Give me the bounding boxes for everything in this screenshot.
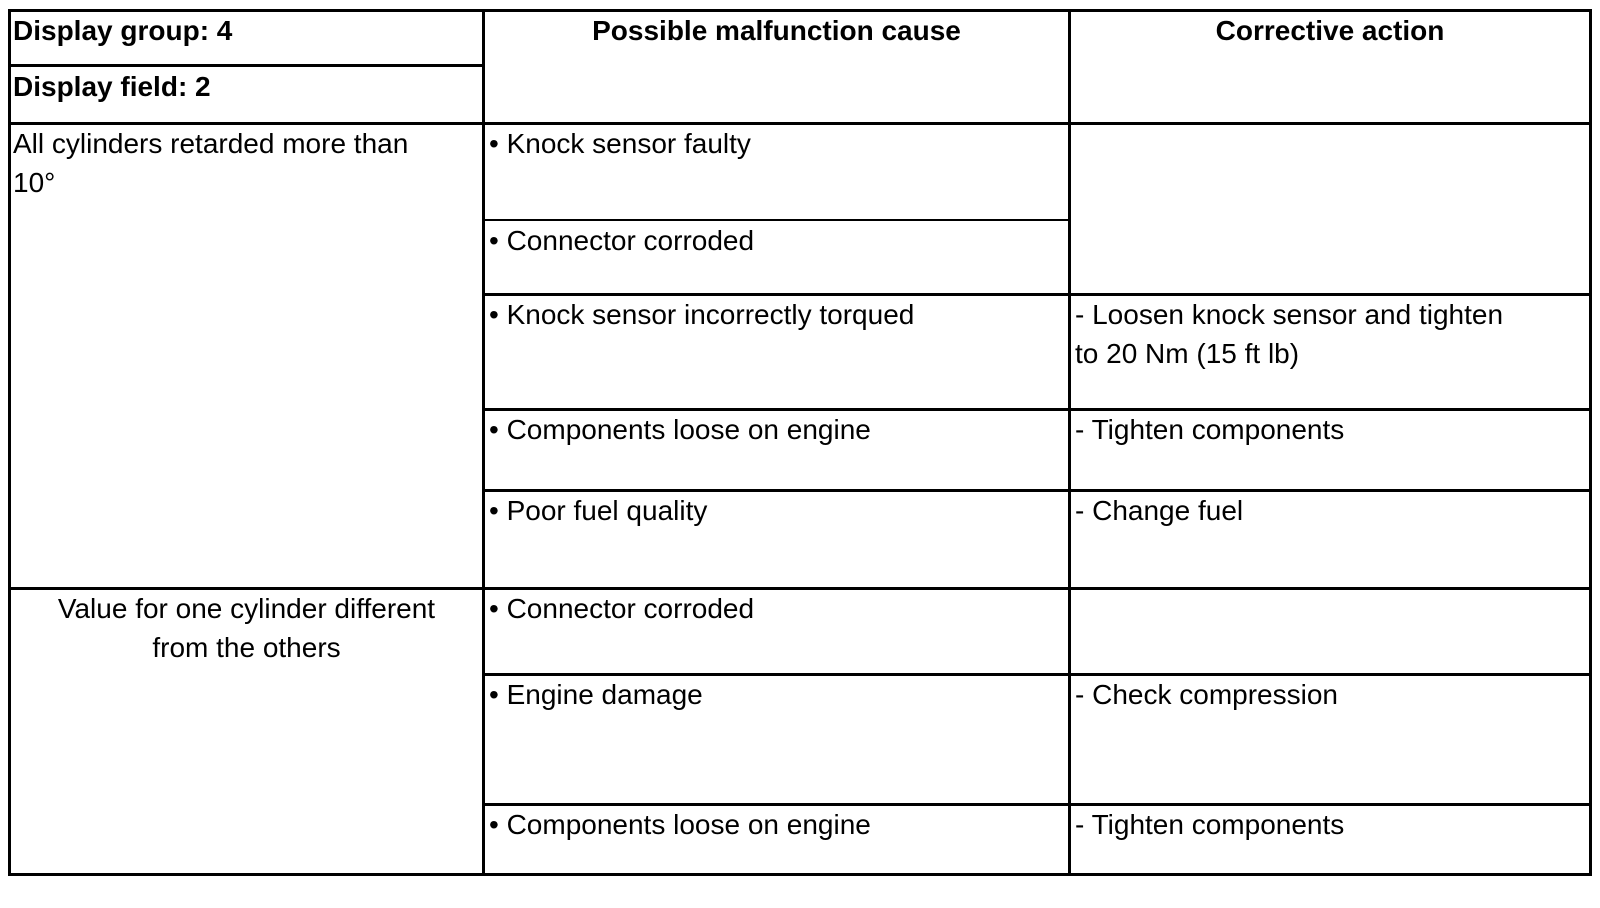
table-border-bottom — [8, 873, 1592, 876]
cause-cell: • Components loose on engine — [489, 414, 871, 445]
cause-cell: • Knock sensor faulty — [489, 128, 751, 159]
cause-column-heading: Possible malfunction cause — [592, 15, 961, 46]
column-divider-condition — [482, 9, 485, 876]
action-cell-line-2: to 20 Nm (15 ft lb) — [1075, 338, 1300, 369]
table-border-left — [8, 9, 11, 876]
cause-cell: • Components loose on engine — [489, 809, 871, 840]
condition-2-line-2: from the others — [152, 632, 341, 663]
condition-1-line-2: 10° — [13, 167, 56, 198]
cause-cell: • Poor fuel quality — [489, 495, 708, 526]
condition-2-line-1: Value for one cylinder different — [57, 593, 436, 624]
cause-cell: • Connector corroded — [489, 593, 755, 624]
cause-cell: • Knock sensor incorrectly torqued — [489, 299, 915, 330]
action-cell: - Tighten components — [1075, 809, 1345, 840]
action-cell-line-1: - Loosen knock sensor and tighten — [1075, 299, 1504, 330]
column-divider-cause — [1068, 9, 1071, 876]
action-cell: - Tighten components — [1075, 414, 1345, 445]
condition-1-line-1: All cylinders retarded more than — [13, 128, 409, 159]
action-cell: - Change fuel — [1075, 495, 1244, 526]
action-cell: - Check compression — [1075, 679, 1338, 710]
cause-cell: • Connector corroded — [489, 225, 755, 256]
action-column-heading: Corrective action — [1215, 15, 1445, 46]
cause-cell: • Engine damage — [489, 679, 703, 710]
display-group-label: Display group: 4 — [13, 15, 233, 46]
display-field-label: Display field: 2 — [13, 71, 211, 102]
table-border-right — [1589, 9, 1592, 876]
